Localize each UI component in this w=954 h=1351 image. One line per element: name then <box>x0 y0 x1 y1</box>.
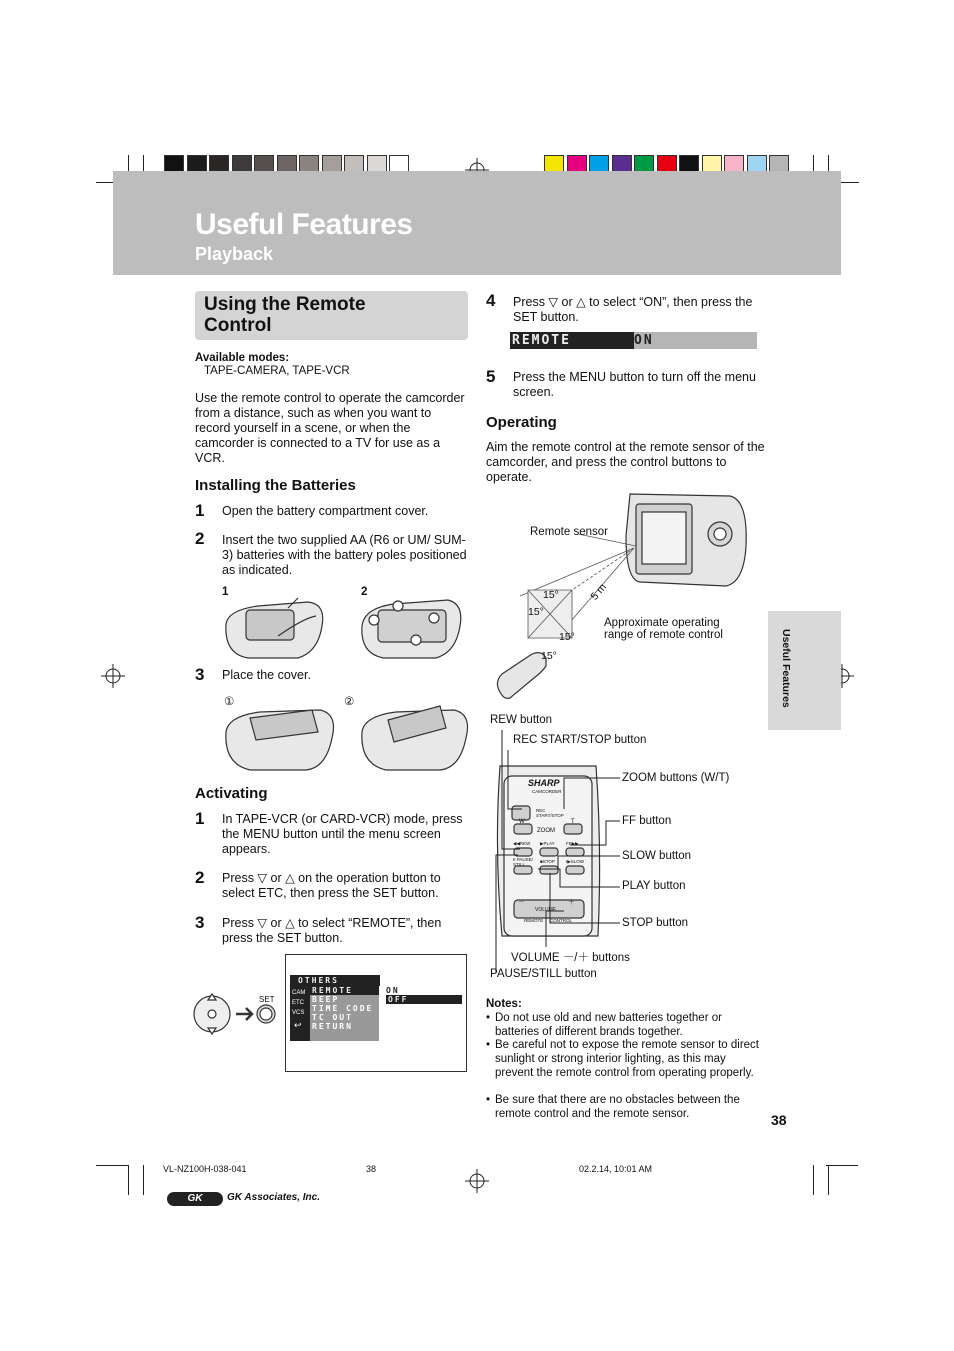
activate-step-2: Press ▽ or △ on the operation button to select ETC, then press the SET button. <box>222 871 441 900</box>
step-number: 4 <box>486 291 496 310</box>
remote-stop-label: ■STOP <box>540 859 555 864</box>
ff-callout: FF button <box>622 815 672 827</box>
note-item: Do not use old and new batteries together or batteries of different brands together. <box>495 1012 722 1038</box>
volume-callout: VOLUME －/＋ buttons <box>511 952 630 964</box>
step-number: 3 <box>195 665 205 684</box>
installing-heading: Installing the Batteries <box>195 477 356 494</box>
cover-label: ① <box>224 696 235 708</box>
operating-heading: Operating <box>486 414 557 431</box>
page-number: 38 <box>771 1112 787 1128</box>
rec-callout: REC START/STOP button <box>513 734 647 746</box>
battery-illustration <box>218 596 478 676</box>
play-callout: PLAY button <box>622 880 686 892</box>
page-title: Useful Features <box>195 208 413 241</box>
remote-plus-label: ＋ <box>568 899 575 906</box>
footer-left: VL-NZ100H-038-041 <box>163 1164 247 1174</box>
step-number: 3 <box>195 913 205 932</box>
side-tab <box>768 611 841 730</box>
remote-minus-label: － <box>518 899 525 906</box>
menu-item-tc-out: TC OUT <box>312 1013 353 1022</box>
angle-label: 15° <box>559 631 575 643</box>
step-number: 5 <box>486 367 496 386</box>
step-number: 1 <box>195 809 205 828</box>
distance-label: 5 m <box>588 581 609 603</box>
step-number: 2 <box>195 868 205 887</box>
pause-callout: PAUSE/STILL button <box>490 968 597 980</box>
menu-item-beep: BEEP <box>312 995 340 1004</box>
figure-label: 1 <box>222 586 229 598</box>
menu-icon-cam: CAM <box>292 990 306 996</box>
note-item: Be careful not to expose the remote sensor to direct sunlight or strong interior lighting, as this may prevent the remote control from operating properly. <box>495 1039 760 1079</box>
remote-rew-label: ◀◀REW <box>513 841 531 846</box>
remote-ff-label: FF▶▶ <box>566 841 579 846</box>
menu-item-time-code: TIME CODE <box>312 1004 374 1013</box>
step-4-text: Press ▽ or △ to select “ON”, then press the SET button. <box>513 295 753 324</box>
company-logo: GK <box>167 1192 223 1206</box>
section-title: Using the Remote Control <box>204 294 366 336</box>
activate-step-1: In TAPE-VCR (or CARD-VCR) mode, press the MENU button until the menu screen appears. <box>222 812 463 856</box>
cover-label: ② <box>344 696 355 708</box>
remote-rec-label: REC START/STOP <box>536 808 564 818</box>
remote-zoom-label: ZOOM <box>537 828 555 834</box>
remote-sensor-label: Remote sensor <box>530 526 608 538</box>
zoom-callout: ZOOM buttons (W/T) <box>622 772 730 784</box>
note-bullet: • <box>486 1012 491 1024</box>
section-title-box <box>195 291 468 340</box>
install-step-2: Insert the two supplied AA (R6 or UM/ SUM-3) batteries with the battery poles positioned as indicated. <box>222 533 467 577</box>
menu-icon-return: ↩ <box>294 1020 302 1030</box>
note-bullet: • <box>486 1039 491 1051</box>
activate-step-3: Press ▽ or △ to select “REMOTE”, then press the SET button. <box>222 916 442 945</box>
footer-right: 02.2.14, 10:01 AM <box>579 1164 653 1174</box>
rew-callout: REW button <box>490 714 552 726</box>
remote-sub: CAMCORDER <box>532 789 562 794</box>
range-label: Approximate operating range of remote control <box>604 617 723 641</box>
menu-option-off: OFF <box>386 995 462 1004</box>
slow-callout: SLOW button <box>622 850 692 862</box>
install-step-3: Place the cover. <box>222 668 311 682</box>
figure-label: 2 <box>361 586 368 598</box>
note-item: Be sure that there are no obstacles between the remote control and the remote sensor. <box>495 1094 740 1120</box>
stop-callout: STOP button <box>622 917 689 929</box>
remote-slow-label: I▶SLOW <box>566 859 584 864</box>
osd-bar-value: ON <box>634 333 654 348</box>
remote-play-label: ▶PLAY <box>540 841 555 846</box>
menu-header: OTHERS <box>290 975 380 986</box>
menu-icon-etc: ETC <box>292 1000 304 1006</box>
step-number: 2 <box>195 529 205 548</box>
modes-label: Available modes: <box>195 352 290 364</box>
intro-text: Use the remote control to operate the camcorder from a distance, such as when you want to record yourself in a scene, or when the camcorder is connected to a TV for use as a VCR. <box>195 391 465 465</box>
note-bullet: • <box>486 1094 491 1106</box>
page-subtitle: Playback <box>195 244 274 264</box>
angle-label: 15° <box>543 589 559 601</box>
menu-item-return: RETURN <box>312 1022 353 1031</box>
remote-w-label: W <box>519 819 525 825</box>
remote-remote-label: REMOTE <box>524 918 544 923</box>
step-number: 1 <box>195 501 205 520</box>
activating-heading: Activating <box>195 785 268 802</box>
remote-brand: SHARP <box>528 778 560 788</box>
angle-label: 15° <box>528 606 544 618</box>
set-label: SET <box>259 995 275 1004</box>
menu-option-on: ON <box>386 986 400 995</box>
remote-control-label: CONTROL <box>550 918 573 923</box>
company-name: GK Associates, Inc. <box>227 1192 320 1203</box>
remote-t-label: T <box>571 819 575 825</box>
menu-icon-vcs: VCS <box>292 1010 305 1016</box>
notes-heading: Notes: <box>486 998 522 1010</box>
remote-range-illustration <box>490 486 750 706</box>
modes-value: TAPE-CAMERA, TAPE-VCR <box>204 365 350 377</box>
side-tab-label: Useful Features <box>780 629 792 708</box>
step-5-text: Press the MENU button to turn off the menu screen. <box>513 370 756 399</box>
operating-text: Aim the remote control at the remote sensor of the camcorder, and press the control buttons to operate. <box>486 440 765 484</box>
remote-pause-label: II PAUSE/ STILL <box>513 857 533 867</box>
menu-item-remote: REMOTE <box>310 986 379 995</box>
footer-center: 38 <box>366 1164 377 1174</box>
cover-illustration <box>220 704 470 774</box>
osd-bar-label: REMOTE <box>510 332 634 349</box>
install-step-1: Open the battery compartment cover. <box>222 504 429 518</box>
angle-label: 15° <box>541 650 557 662</box>
remote-volume-label: VOLUME <box>535 907 557 913</box>
